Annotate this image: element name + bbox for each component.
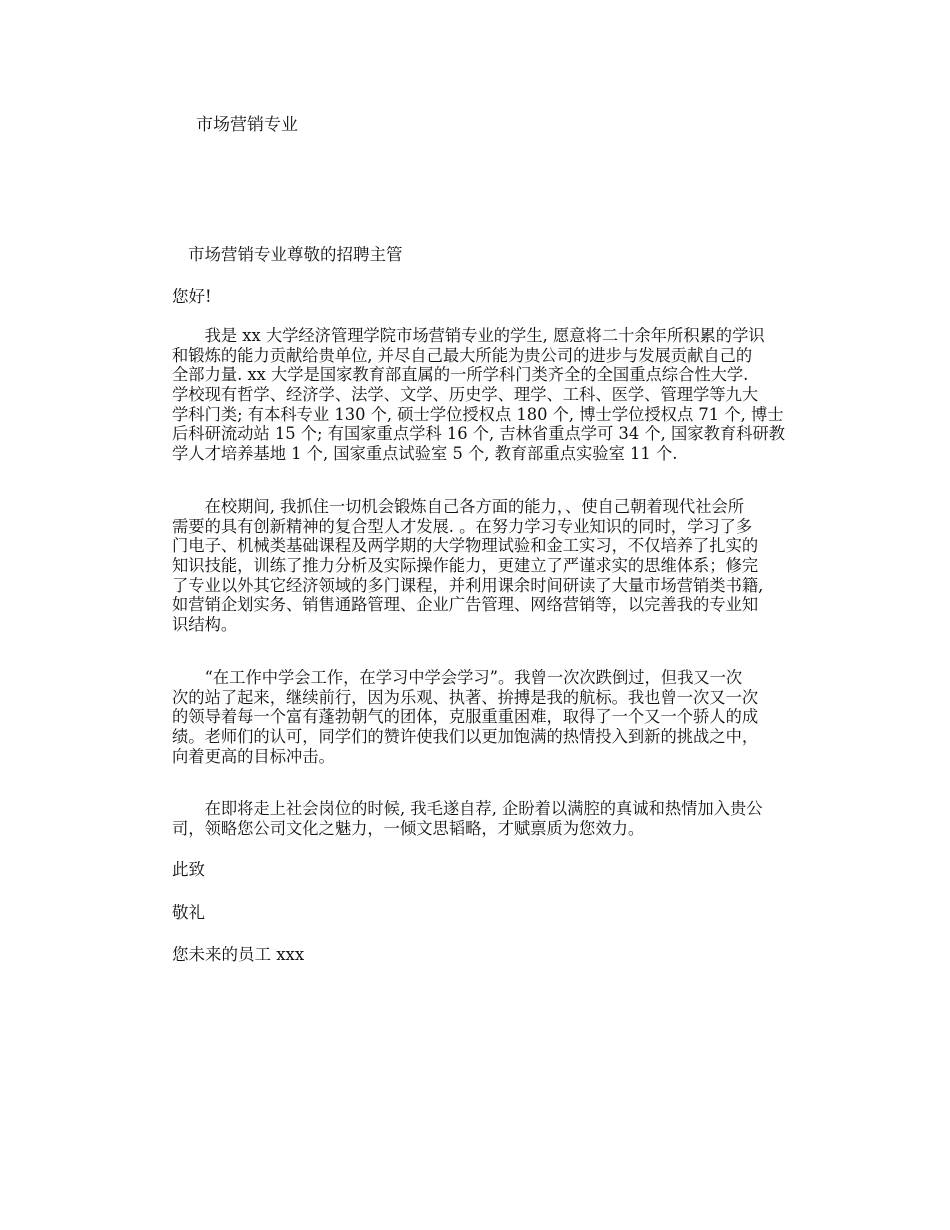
paragraph-line: 司，领略您公司文化之魅力，一倾文思韬略，才赋禀质为您效力。	[172, 818, 645, 838]
paragraph-line: 如营销企划实务、销售通路管理、企业广告管理、网络营销等，以完善我的专业知	[172, 595, 759, 615]
paragraph-line: “在工作中学会工作，在学习中学会学习”。我曾一次次跌倒过，但我又一次	[172, 668, 743, 687]
paragraph-introduction	[172, 326, 812, 464]
signature: 您未来的员工 xxx	[172, 945, 305, 964]
paragraph-line: 绩。老师们的认可，同学们的赞许使我们以更加饱满的热情投入到新的挑战之中，	[172, 727, 759, 747]
paragraph-line: 了专业以外其它经济领域的多门课程，并利用课余时间研读了大量市场营销类书籍,	[172, 575, 764, 595]
paragraph-line: 的领导着每一个富有蓬勃朝气的团体，克服重重困难，取得了一个又一个骄人的成	[172, 707, 759, 727]
paragraph-line: 向着更高的目标冲击。	[172, 746, 335, 766]
paragraph-line: 学科门类; 有本科专业 130 个, 硕士学位授权点 180 个, 博士学位授权点 71 个, 博士	[172, 404, 784, 424]
paragraph-line: 在即将走上社会岗位的时候, 我毛遂自荐, 企盼着以满腔的真诚和热情加入贵公	[172, 799, 763, 818]
paragraph-motto	[172, 668, 812, 766]
closing-regards: 敬礼	[172, 903, 205, 922]
paragraph-line: 和锻炼的能力贡献给贵单位, 并尽自己最大所能为贵公司的进步与发展贡献自己的	[172, 345, 753, 365]
paragraph-line: 学人才培养基地 1 个, 国家重点试验室 5 个, 教育部重点实验室 11 个.	[172, 444, 678, 464]
paragraph-line: 识结构。	[172, 615, 238, 635]
paragraph-line: 在校期间, 我抓住一切机会锻炼自己各方面的能力，、使自己朝着现代社会所	[172, 497, 745, 516]
paragraph-school-experience	[172, 497, 812, 635]
paragraph-line: 我是 xx 大学经济管理学院市场营销专业的学生, 愿意将二十余年所积累的学识	[172, 326, 765, 345]
paragraph-self-recommendation	[172, 799, 812, 838]
letter-heading: 市场营销专业尊敬的招聘主管	[188, 245, 403, 264]
closing-salutation: 此致	[172, 860, 205, 879]
paragraph-line: 学校现有哲学、经济学、法学、文学、历史学、理学、工科、医学、管理学等九大	[172, 385, 759, 405]
paragraph-line: 次的站了起来，继续前行，因为乐观、执著、拚搏是我的航标。我也曾一次又一次	[172, 687, 759, 707]
letter-greeting: 您好!	[172, 287, 212, 306]
paragraph-line: 门电子、机械类基础课程及两学期的大学物理试验和金工实习，不仅培养了扎实的	[172, 536, 759, 556]
paragraph-line: 全部力量. xx 大学是国家教育部直属的一所学科门类齐全的全国重点综合性大学.	[172, 365, 749, 385]
paragraph-line: 后科研流动站 15 个; 有国家重点学科 16 个, 吉林省重点学可 34 个, 国家教育科研教	[172, 424, 786, 444]
document-title: 市场营销专业	[196, 115, 298, 135]
paragraph-line: 知识技能，训练了推力分析及实际操作能力，更建立了严谨求实的思维体系；修完	[172, 556, 759, 576]
paragraph-line: 需要的具有创新精神的复合型人才发展. 。在努力学习专业知识的同时，学习了多	[172, 516, 753, 536]
